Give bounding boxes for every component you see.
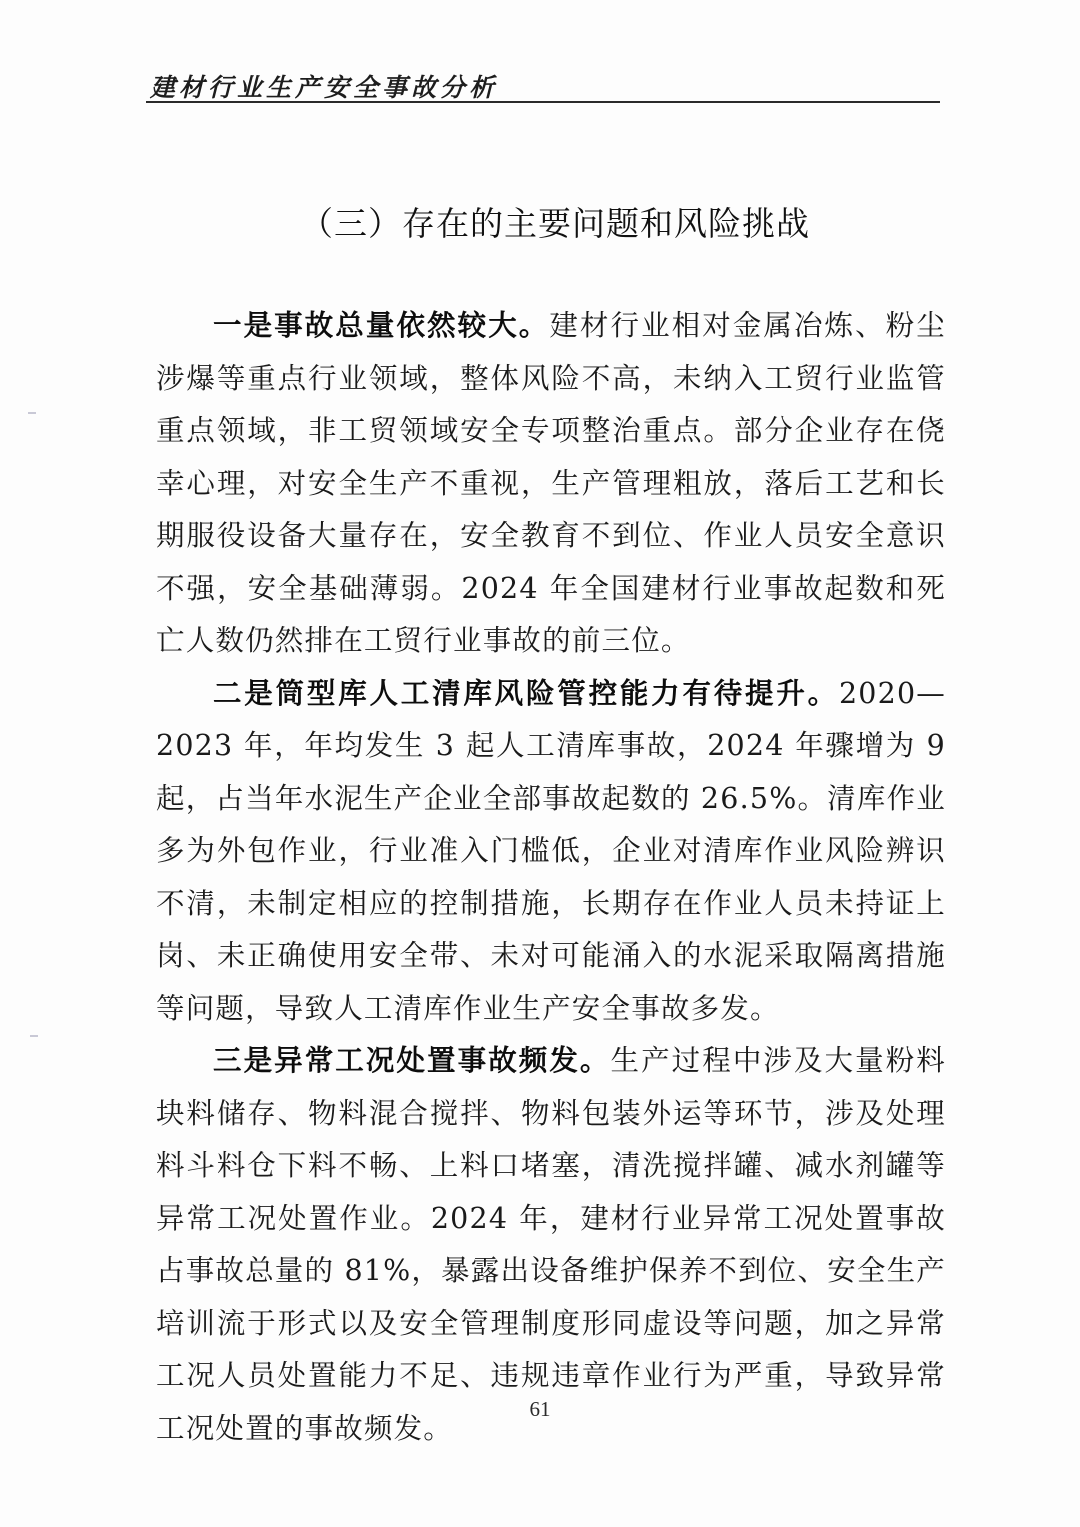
- page-number: 61: [529, 1397, 551, 1421]
- paragraph-1-text: 建材行业相对金属冶炼、粉尘涉爆等重点行业领域，整体风险不高，未纳入工贸行业监管重点领域，非工贸领域安全专项整治重点。部分企业存在侥幸心理，对安全生产不重视，生产管理粗放，落后工艺和长期服役设备大量存在，安全教育不到位、作业人员安全意识不强，安全基础薄弱。2024 年全国建材行业事故起数和死亡人数仍然排在工贸行业事故的前三位。: [156, 309, 946, 657]
- paragraph-3-lead: 三是异常工况处置事故频发。: [213, 1044, 611, 1077]
- scan-speck: [28, 412, 36, 414]
- paragraph-2: [156, 668, 946, 1036]
- paragraph-2-text: 2020—2023 年，年均发生 3 起人工清库事故，2024 年骤增为 9 起，占当年水泥生产企业全部事故起数的 26.5%。清库作业多为外包作业，行业准入门槛低，企业对清库作业风险辨识不清，未制定相应的控制措施，长期存在作业人员未持证上岗、未正确使用安全带、未对可能涌入的水泥采取隔离措施等问题，导致人工清库作业生产安全事故多发。: [156, 676, 946, 1025]
- paragraph-3-text: 生产过程中涉及大量粉料块料储存、物料混合搅拌、物料包装外运等环节，涉及处理料斗料仓下料不畅、上料口堵塞，清洗搅拌罐、减水剂罐等异常工况处置作业。2024 年，建材行业异常工况处置事故占事故总量的 81%，暴露出设备维护保养不到位、安全生产培训流于形式以及安全管理制度形同虚设等问题，加之异常工况人员处置能力不足、违规违章作业行为严重，导致异常工况处置的事故频发。: [156, 1044, 947, 1445]
- paragraph-1-lead: 一是事故总量依然较大。: [213, 309, 550, 342]
- scan-speck: [30, 1035, 38, 1037]
- paragraph-2-lead: 二是筒型库人工清库风险管控能力有待提升。: [213, 676, 839, 710]
- header-rule: [146, 101, 940, 103]
- running-header-title: 建材行业生产安全事故分析: [150, 73, 499, 102]
- paragraph-3: [156, 1035, 946, 1455]
- section-title: （三）存在的主要问题和风险挑战: [300, 204, 810, 243]
- paragraph-1: [156, 300, 946, 668]
- body-text: [156, 300, 946, 1455]
